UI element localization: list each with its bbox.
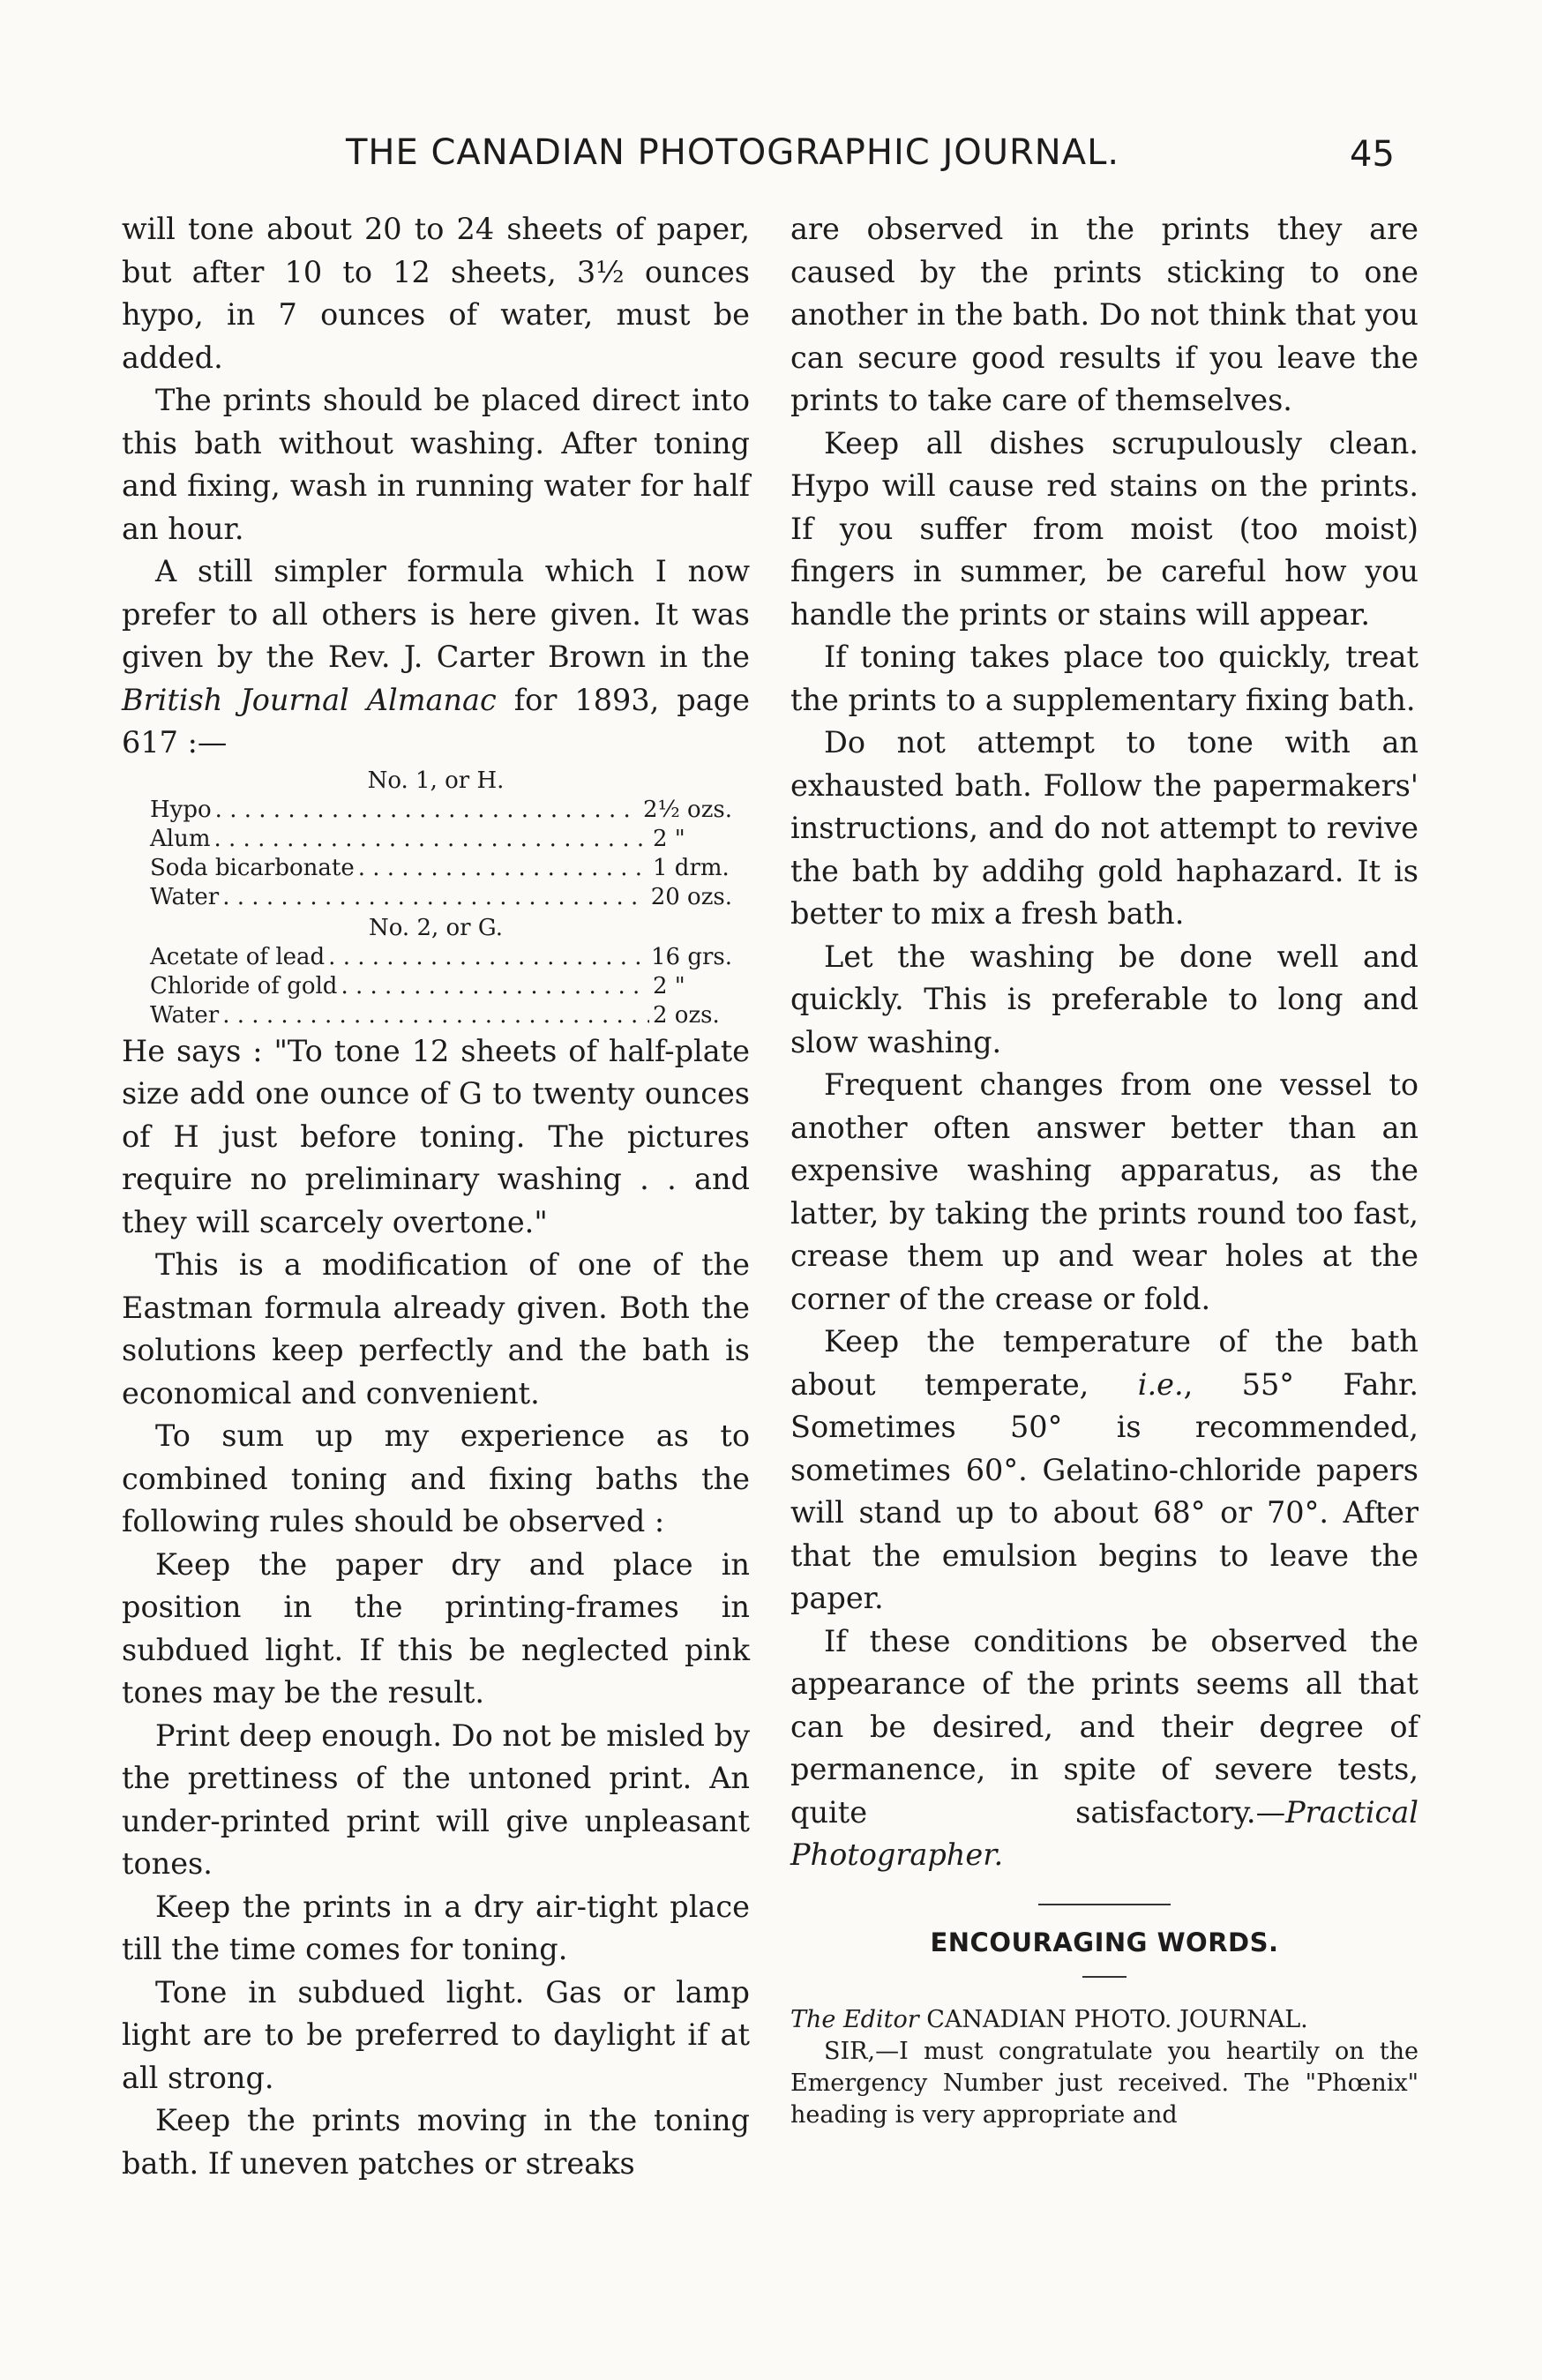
paragraph: Keep all dishes scrupulously clean. Hypo will cause red stains on the prints. If you suffer from moist (too moist) fingers in summer, be careful how you handle the prints or stains will appear. [790,425,1418,632]
formula-row [150,972,732,1001]
paragraph-rule: Keep the prints in a dry air-tight place till the time comes for toning. [122,1889,750,1966]
paragraph-text: Keep the temperature of the bath about temperate, [790,1324,1418,1402]
paragraph-text: , 55° Fahr. Sometimes 50° is recommended, sometimes 60°. Gelatino-chloride papers will stand up to about 68° or 70°. After that the emulsion begins to leave the paper. [790,1366,1418,1615]
ingredient-name: Hypo [150,796,212,823]
formula-row [150,796,732,825]
paragraph-quote: He says : "To tone 12 sheets of half-plate size add one ounce of G to twenty ounces of H just before toning. The pictures require no preliminary washing . . and they will scarcely overtone." [122,1033,750,1239]
formula-h [122,767,750,912]
paragraph: will tone about 20 to 24 sheets of paper, but after 10 to 12 sheets, 3½ ounces hypo, in 7 ounces of water, must be added. [122,212,750,375]
divider [1038,1904,1171,1905]
letter-addressee [790,2004,1418,2036]
ingredient-amount: 1 drm. [653,854,730,881]
paragraph-rule: Keep the paper dry and place in position in the printing-frames in subdued light. If this be neglected pink tones may be the result. [122,1546,750,1710]
formula-row [150,1001,732,1030]
ingredient-name: Acetate of lead [150,943,326,970]
divider [1082,1976,1127,1978]
paragraph-rule: Print deep enough. Do not be misled by the prettiness of the untoned print. An under-printed print will give unpleasant tones. [122,1718,750,1881]
formula-heading: No. 2, or G. [368,914,503,941]
page-number: 45 [1350,134,1395,175]
left-column [122,208,750,2185]
paragraph: Frequent changes from one vessel to another often answer better than an expensive washing apparatus, as the latter, by taking the prints round too fast, crease them up and wear holes at the corner of the crease or fold. [790,1067,1418,1316]
paragraph-rule: Keep the prints moving in the toning bath. If uneven patches or streaks [122,2103,750,2181]
paragraph-text: A still simpler formula which I now prefer to all others is here given. It was given by the Rev. J. Carter Brown in the [122,554,750,674]
formula-row [150,883,732,912]
journal-title: British Journal Almanac [122,682,497,717]
ingredient-name: Water [150,1001,220,1029]
ingredient-name: Water [150,883,220,910]
paragraph: Do not attempt to tone with an exhausted bath. Follow the papermakers' instructions, and do not attempt to revive the bath by addihg gold haphazard. It is better to mix a fresh bath. [790,725,1418,931]
paragraph: To sum up my experience as to combined toning and fixing baths the following rules should be observed : [122,1418,750,1538]
ingredient-name: Chloride of gold [150,972,338,999]
letter-text: —I must congratulate you heartily on the Emergency Number just received. The "Phœnix" heading is very appropriate and [790,2038,1418,2129]
paragraph-temperature [790,1321,1418,1620]
paragraph-rule: Tone in subdued light. Gas or lamp light are to be preferred to daylight if at all strong. [122,1974,750,2095]
paragraph-text: for 1893, page 617 :— [122,682,750,760]
ingredient-amount: 16 grs. [650,943,732,970]
formula-row [150,825,732,854]
paragraph: are observed in the prints they are caused by the prints sticking to one another in the bath. Do not think that you can secure good results if you leave the prints to take care of themselves. [790,212,1418,417]
ingredient-amount: 2 ozs. [653,1001,720,1029]
source-citation: Practical Photographer. [790,1794,1418,1872]
paragraph-conclusion [790,1620,1418,1877]
paragraph-formula-intro [122,550,750,765]
ingredient-amount: 2 " [653,972,685,999]
formula-row [150,943,732,972]
formula-row [150,854,732,883]
section-heading: ENCOURAGING WORDS. [930,1927,1279,1957]
formula-heading: No. 1, or H. [367,767,505,794]
ingredient-amount: 2½ ozs. [643,796,732,823]
letter-salutation: SIR, [824,2038,876,2065]
running-title: THE CANADIAN PHOTOGRAPHIC JOURNAL. [346,132,1120,173]
journal-name: CANADIAN PHOTO. JOURNAL. [926,2006,1308,2033]
paragraph-text: If these conditions be observed the appearance of the prints seems all that can be desired, and their degree of permanence, in spite of severe tests, quite satisfactory.— [790,1623,1418,1830]
paragraph: This is a modification of one of the Eastman formula already given. Both the solutions keep perfectly and the bath is economical and convenient. [122,1247,750,1411]
formula-g [122,914,750,1030]
ingredient-amount: 2 " [653,825,685,852]
ingredient-amount: 20 ozs. [650,883,732,910]
ingredient-name: Soda bicarbonate [150,854,355,881]
paragraph: Let the washing be done well and quickly. This is preferable to long and slow washing. [790,939,1418,1059]
page-header [0,132,1542,185]
right-column [790,208,1418,2131]
paragraph: The prints should be placed direct into this bath without washing. After toning and fixing, wash in running water for half an hour. [122,383,750,546]
letter-to: The Editor [790,2006,919,2033]
abbreviation: i.e. [1137,1366,1184,1402]
ingredient-name: Alum [150,825,211,852]
paragraph: If toning takes place too quickly, treat the prints to a supplementary fixing bath. [790,640,1418,717]
letter-body [790,2036,1418,2131]
